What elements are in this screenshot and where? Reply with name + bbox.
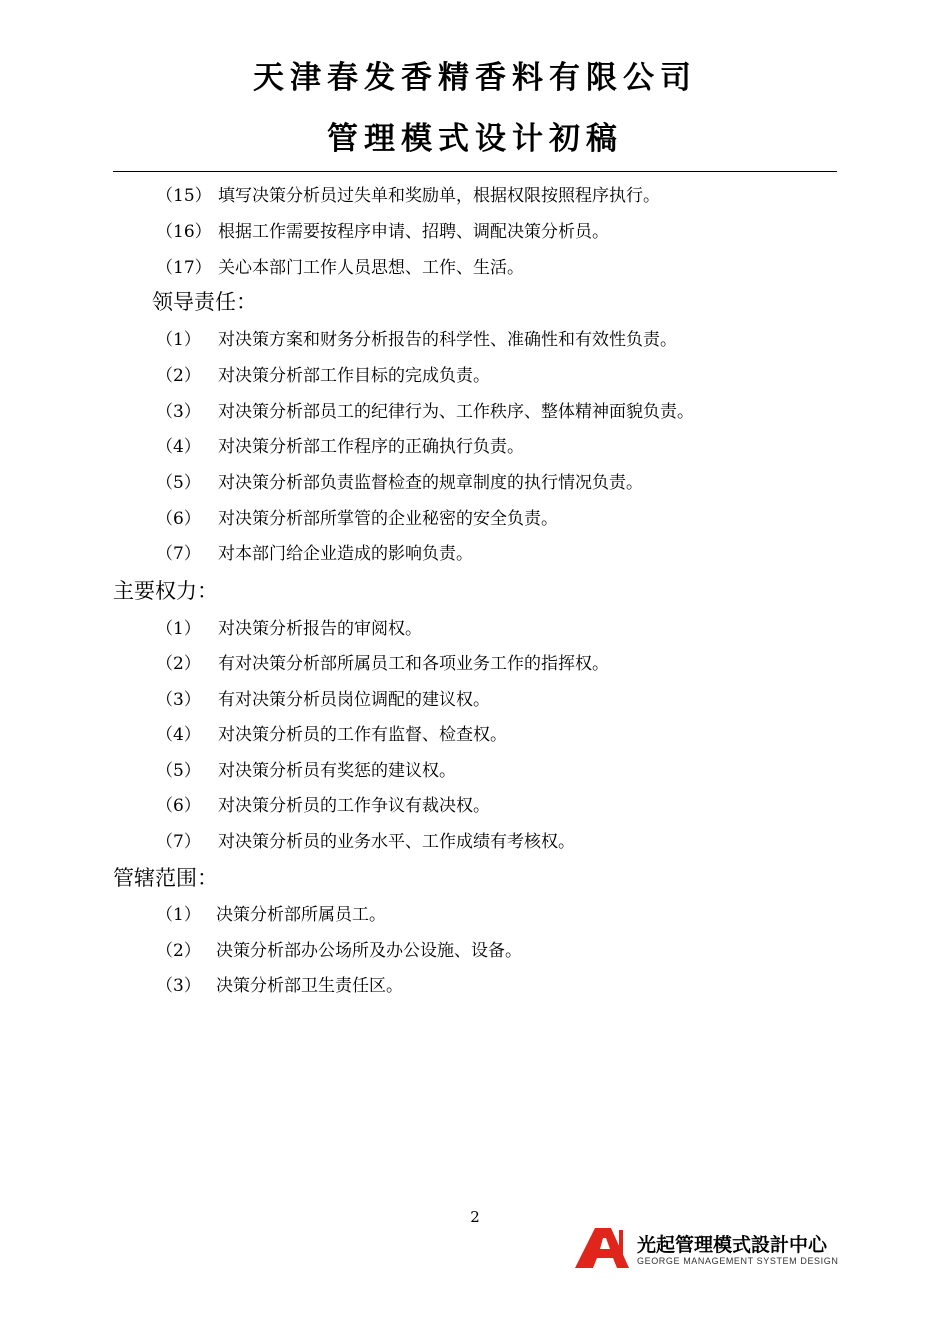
item-text: 对本部门给企业造成的影响负责。	[218, 544, 473, 564]
item-text: 有对决策分析员岗位调配的建议权。	[218, 690, 490, 710]
item-number: （4）	[156, 437, 201, 457]
item-number: （2）	[156, 366, 201, 386]
item-text: 对决策分析部工作目标的完成负责。	[218, 366, 490, 386]
item-text: 决策分析部所属员工。	[216, 905, 386, 925]
item-text: 填写决策分析员过失单和奖励单，根据权限按照程序执行。	[218, 186, 660, 206]
item-number: （1）	[156, 905, 201, 925]
item-number: （3）	[156, 976, 201, 996]
item-text: 根据工作需要按程序申请、招聘、调配决策分析员。	[218, 222, 609, 242]
item-text: 对决策分析部所掌管的企业秘密的安全负责。	[218, 509, 558, 529]
item-number: （5）	[156, 473, 201, 493]
item-text: 对决策分析员的业务水平、工作成绩有考核权。	[218, 832, 575, 852]
document-subtitle: 管理模式设计初稿	[327, 121, 623, 157]
item-number: （7）	[156, 544, 201, 564]
section-heading-leadership: 领导责任：	[152, 290, 257, 314]
item-text: 对决策分析员的工作有监督、检查权。	[218, 725, 507, 745]
company-title: 天津春发香精香料有限公司	[253, 60, 697, 96]
item-number: （16）	[156, 222, 212, 242]
item-text: 对决策方案和财务分析报告的科学性、准确性和有效性负责。	[218, 330, 677, 350]
item-number: （6）	[156, 796, 201, 816]
item-text: 对决策分析报告的审阅权。	[218, 619, 422, 639]
logo-a-mark-icon	[573, 1226, 633, 1270]
item-number: （1）	[156, 619, 201, 639]
item-number: （2）	[156, 941, 201, 961]
item-number: （6）	[156, 509, 201, 529]
item-text: 对决策分析部负责监督检查的规章制度的执行情况负责。	[218, 473, 643, 493]
item-text: 对决策分析员有奖惩的建议权。	[218, 761, 456, 781]
page-number: 2	[470, 1208, 480, 1226]
item-text: 对决策分析部工作程序的正确执行负责。	[218, 437, 524, 457]
item-text: 决策分析部办公场所及办公设施、设备。	[216, 941, 522, 961]
item-text: 有对决策分析部所属员工和各项业务工作的指挥权。	[218, 654, 609, 674]
item-text: 对决策分析部员工的纪律行为、工作秩序、整体精神面貌负责。	[218, 402, 694, 422]
item-text: 对决策分析员的工作争议有裁决权。	[218, 796, 490, 816]
item-number: （7）	[156, 832, 201, 852]
item-number: （2）	[156, 654, 201, 674]
section-heading-powers: 主要权力：	[113, 579, 218, 603]
item-number: （17）	[156, 258, 212, 278]
item-number: （3）	[156, 690, 201, 710]
item-number: （15）	[156, 186, 212, 206]
logo-english-text: GEORGE MANAGEMENT SYSTEM DESIGN	[637, 1256, 839, 1266]
item-number: （3）	[156, 402, 201, 422]
section-heading-scope: 管辖范围：	[113, 866, 218, 890]
item-number: （5）	[156, 761, 201, 781]
logo-chinese-text: 光起管理模式設計中心	[637, 1234, 828, 1256]
item-number: （1）	[156, 330, 201, 350]
item-text: 关心本部门工作人员思想、工作、生活。	[218, 258, 524, 278]
header-divider	[113, 171, 837, 172]
item-text: 决策分析部卫生责任区。	[216, 976, 403, 996]
footer-logo	[573, 1226, 843, 1272]
item-number: （4）	[156, 725, 201, 745]
